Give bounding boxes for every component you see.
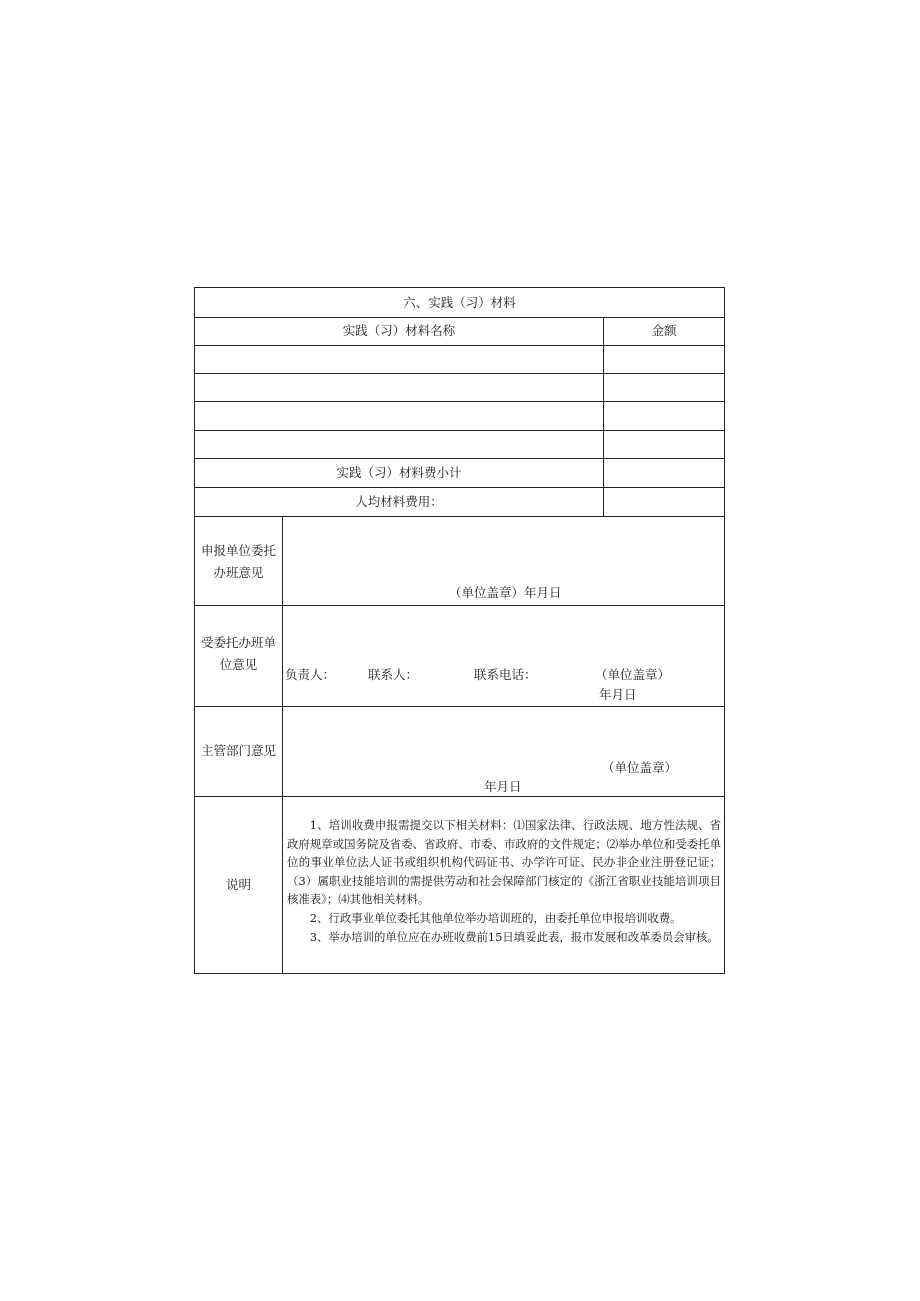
responsible-person-label: 负责人： <box>285 667 336 682</box>
column-divider <box>603 373 604 401</box>
section-title-row <box>195 288 724 318</box>
authority-date: 年月日 <box>484 779 522 794</box>
material-row <box>195 345 724 374</box>
material-fee-form <box>194 287 725 974</box>
authority-seal: （单位盖章） <box>602 760 678 775</box>
amount-header: 金额 <box>651 323 677 338</box>
authority-opinion-label: 主管部门意见 <box>200 743 276 758</box>
label-divider <box>282 706 283 796</box>
entrusted-opinion-label: 受委托办班单 位意见 <box>200 635 276 672</box>
applicant-seal-date: （单位盖章）年月日 <box>449 585 562 600</box>
note-item-2: 2、行政事业单位委托其他单位举办培训班的，由委托单位申报培训收费。 <box>309 910 682 925</box>
authority-opinion-row <box>195 706 724 797</box>
contact-phone-label: 联系电话： <box>474 667 537 682</box>
table-header-row <box>195 317 724 346</box>
applicant-opinion-row <box>195 516 724 606</box>
material-row <box>195 373 724 402</box>
note-item-1: 1、培训收费申报需提交以下相关材料：⑴国家法律、行政法规、地方性法规、省政府规章或国务院及省委、省政府、市委、市政府的文件规定；⑵举办单位和受委托单位的事业单位法人证书或组织机构代码证书、办学许可证、民办非企业注册登记证；（3）属职业技能培训的需提供劳动和社会保障部门核定的《浙江省职业技能培训项目核准表》；⑷其他相关材料。 <box>287 818 721 907</box>
subtotal-row <box>195 459 724 488</box>
entrusted-seal: （单位盖章） <box>595 667 671 682</box>
column-divider <box>603 487 604 516</box>
material-row <box>195 402 724 431</box>
column-divider <box>603 345 604 373</box>
contact-person-label: 联系人： <box>368 667 419 682</box>
notes-row <box>195 796 724 974</box>
subtotal-label: 实践（习）材料费小计 <box>336 465 462 480</box>
notes-body <box>287 816 721 946</box>
column-divider <box>603 402 604 430</box>
label-divider <box>282 605 283 706</box>
label-divider <box>282 516 283 605</box>
entrusted-date: 年月日 <box>599 687 637 702</box>
per-capita-row <box>195 487 724 517</box>
material-row <box>195 430 724 459</box>
label-divider <box>282 796 283 974</box>
material-name-header: 实践（习）材料名称 <box>342 323 456 338</box>
per-capita-label: 人均材料费用： <box>355 494 443 509</box>
entrusted-opinion-row <box>195 605 724 707</box>
column-divider <box>603 459 604 487</box>
note-item-3: 3、举办培训的单位应在办班收费前15日填妥此表，报市发展和改革委员会审核。 <box>309 929 719 944</box>
column-divider <box>603 430 604 458</box>
applicant-opinion-label: 申报单位委托 办班意见 <box>200 543 276 580</box>
notes-label: 说明 <box>225 877 251 892</box>
section-title: 六、实践（习）材料 <box>403 295 516 310</box>
